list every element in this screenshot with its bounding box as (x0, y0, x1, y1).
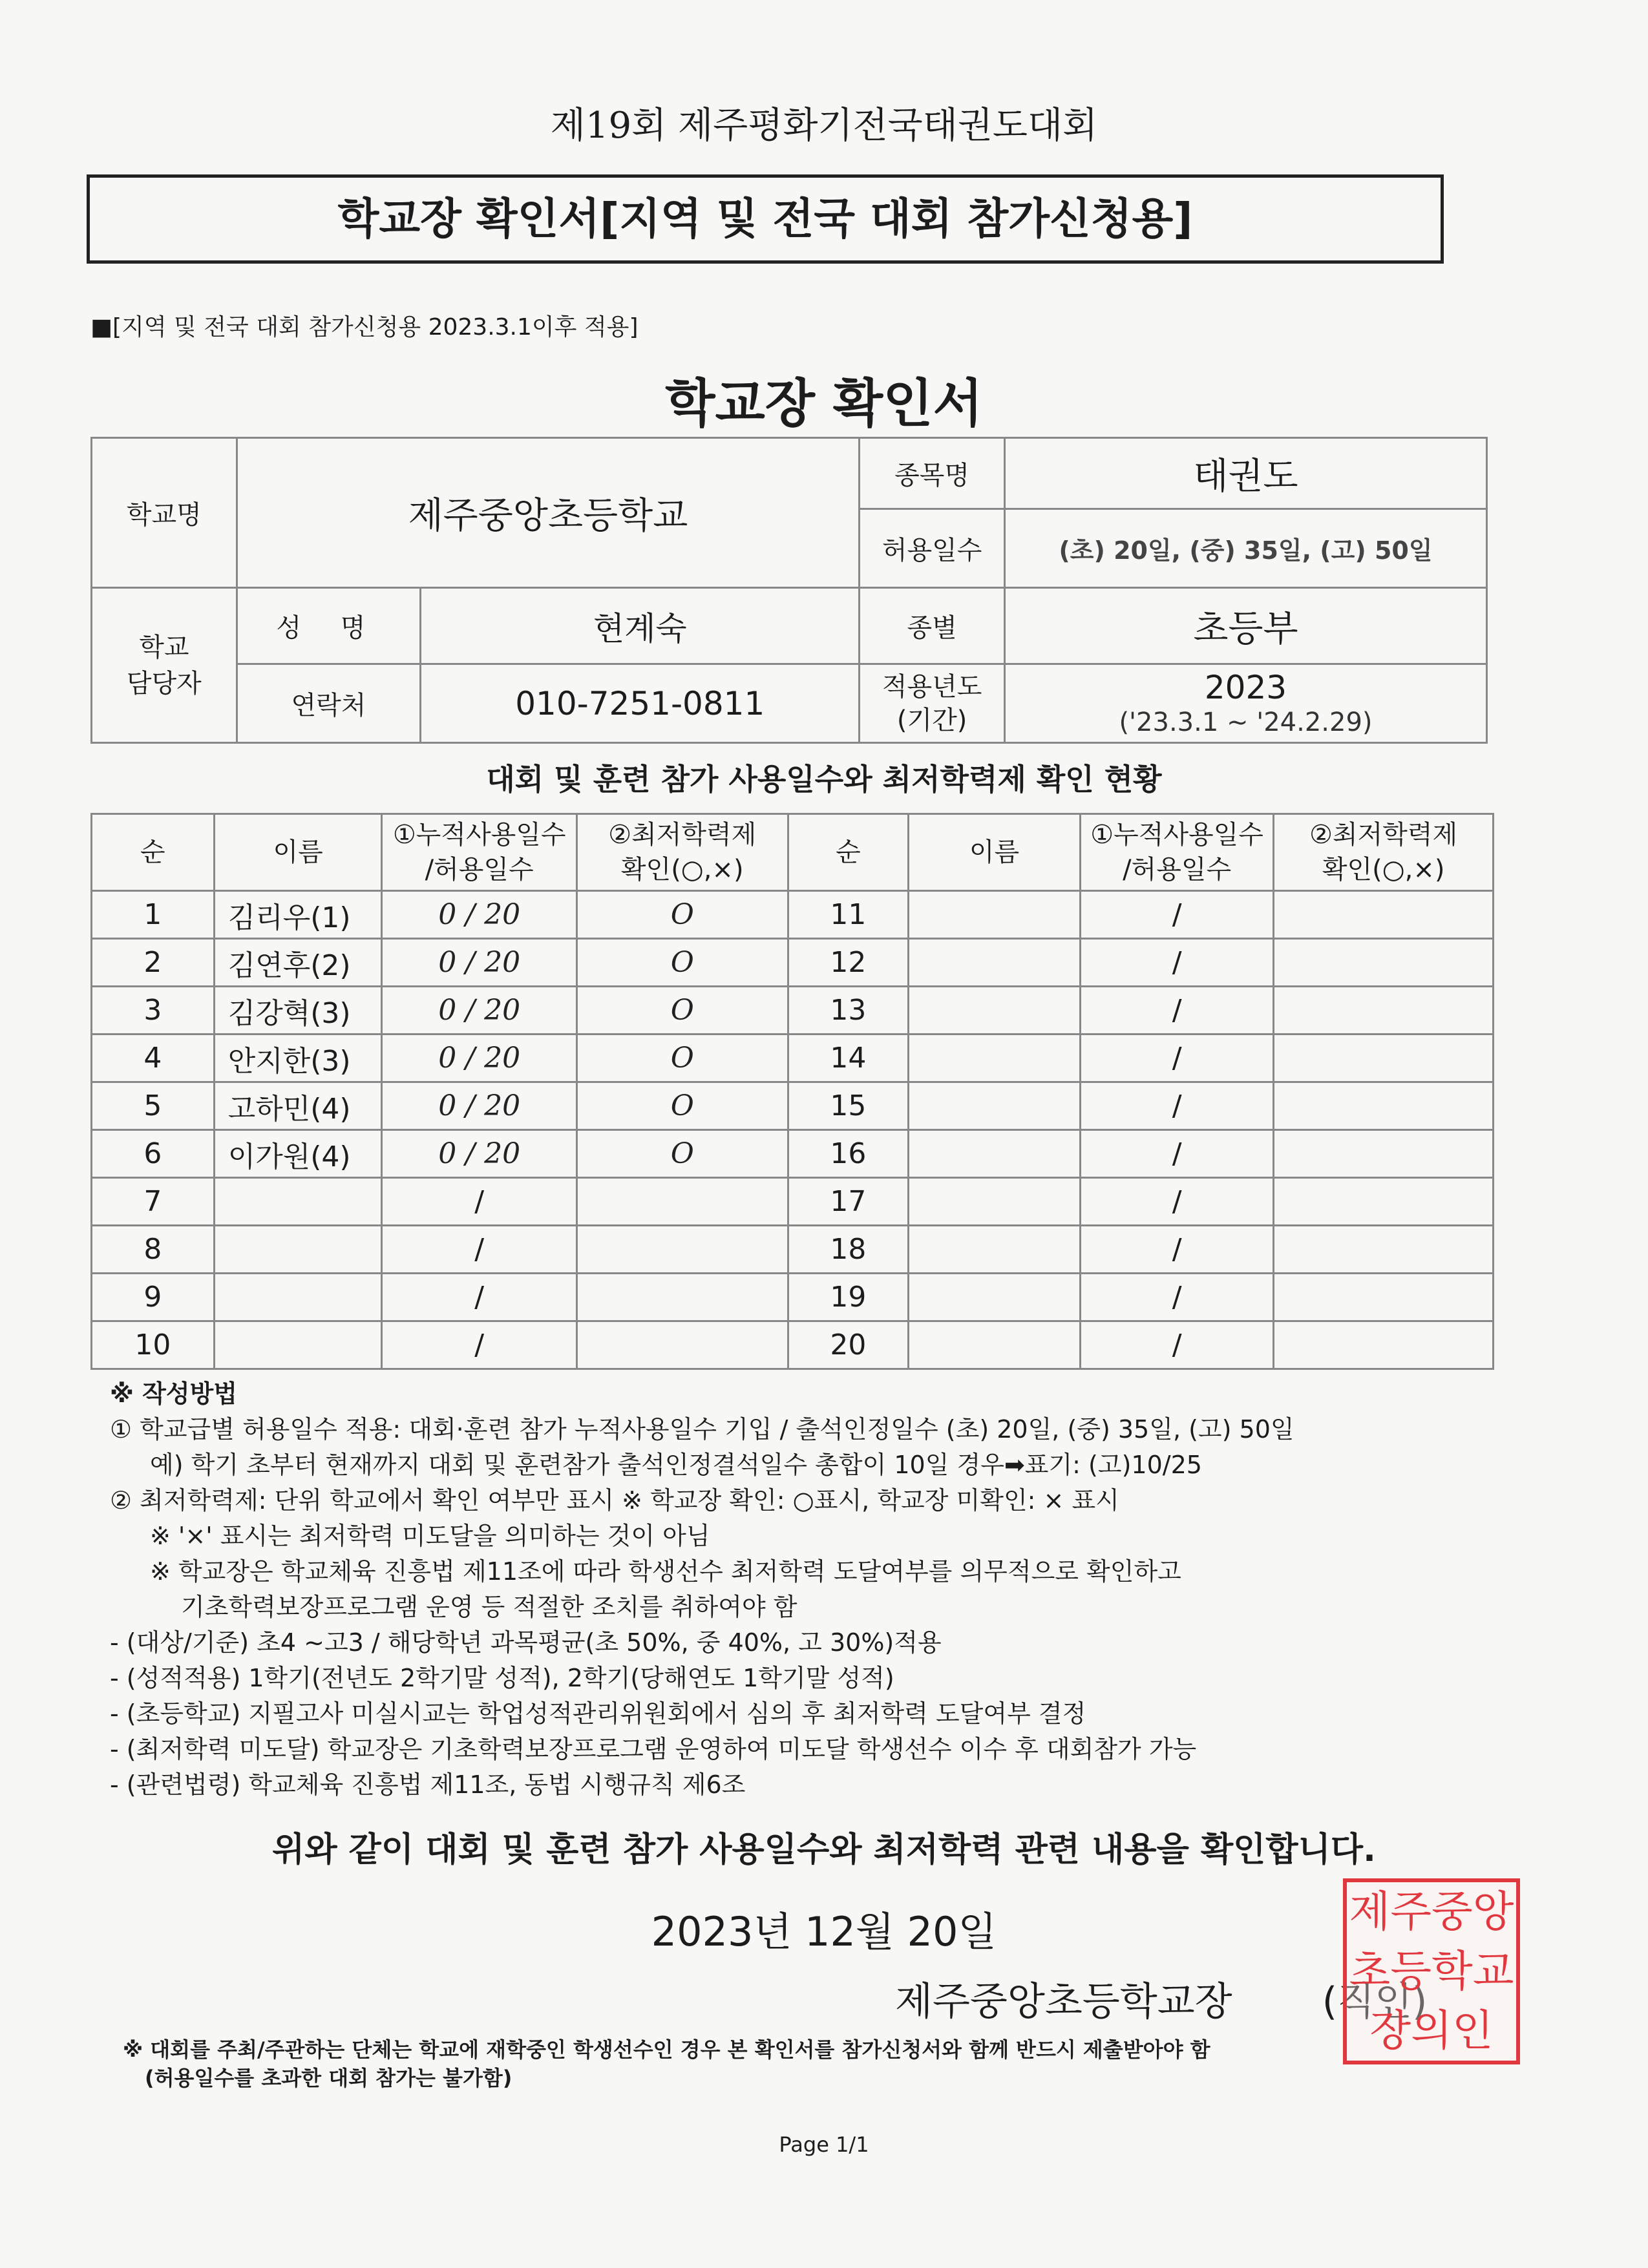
instruction-line: ※ 학교장은 학교체육 진흥법 제11조에 따라 학생선수 최저학력 도달여부를 의무적으로 확인하고 (150, 1557, 1181, 1586)
header-days: ①누적사용일수 /허용일수 (1080, 814, 1274, 891)
school-value: 제주중앙초등학교 (237, 438, 860, 588)
footer-note (123, 2035, 1210, 2092)
roster-table (90, 813, 1494, 1370)
row-name (214, 1226, 382, 1274)
instruction-line: 예) 학기 초부터 현재까지 대회 및 훈련참가 출석인정결석일수 총합이 10일 경우➡표기: (고)10/25 (150, 1451, 1202, 1479)
year-period: ('23.3.1 ~ '24.2.29) (1119, 707, 1373, 737)
name-value: 현계숙 (421, 588, 860, 664)
row-academic (1274, 939, 1494, 987)
row-days: / (1080, 939, 1274, 987)
table-row (92, 1034, 1494, 1082)
row-days: / (382, 1178, 577, 1226)
instruction-line: - (최저학력 미도달) 학교장은 기초학력보장프로그램 운영하여 미도달 학생선수 이수 후 대회참가 가능 (110, 1735, 1197, 1763)
category-value: 초등부 (1004, 588, 1486, 664)
row-days: 0 / 20 (382, 939, 577, 987)
seal-placeholder: (직인) (1322, 1979, 1428, 2024)
row-days: / (1080, 987, 1274, 1034)
row-academic: O (576, 1082, 788, 1130)
row-no: 16 (788, 1130, 909, 1178)
page-number: Page 1/1 (779, 2132, 869, 2157)
row-academic (576, 1321, 788, 1369)
table-row (92, 1321, 1494, 1369)
row-no: 20 (788, 1321, 909, 1369)
row-name (909, 1321, 1081, 1369)
instruction-line: ② 최저학력제: 단위 학교에서 확인 여부만 표시 ※ 학교장 확인: ○표시, 학교장 미확인: × 표시 (110, 1486, 1119, 1515)
row-academic: O (576, 987, 788, 1034)
row-no: 1 (92, 891, 215, 939)
footer-line: (허용일수를 초과한 대회 참가는 불가함) (145, 2066, 512, 2090)
row-name (909, 1130, 1081, 1178)
seal-line: 초등학교 (1349, 1946, 1514, 1996)
confirmation-text: 위와 같이 대회 및 훈련 참가 사용일수와 최저학력 관련 내용을 확인합니다. (272, 1831, 1376, 1869)
row-name (909, 891, 1081, 939)
row-no: 11 (788, 891, 909, 939)
header-name: 이름 (214, 814, 382, 891)
row-name: 김연후(2) (214, 939, 382, 987)
year-value: 2023 (1204, 668, 1287, 706)
category-label: 종별 (860, 588, 1005, 664)
row-days: 0 / 20 (382, 1034, 577, 1082)
table-row (92, 1274, 1494, 1321)
row-academic: O (576, 1034, 788, 1082)
row-no: 12 (788, 939, 909, 987)
row-name (214, 1274, 382, 1321)
row-days: / (1080, 1034, 1274, 1082)
row-days: / (382, 1274, 577, 1321)
row-no: 17 (788, 1178, 909, 1226)
year-label: 적용년도 (기간) (860, 664, 1005, 743)
row-days: 0 / 20 (382, 1130, 577, 1178)
row-no: 6 (92, 1130, 215, 1178)
row-name: 김리우(1) (214, 891, 382, 939)
row-no: 2 (92, 939, 215, 987)
row-academic: O (576, 1130, 788, 1178)
instruction-line: ※ '×' 표시는 최저학력 미도달을 의미하는 것이 아님 (150, 1522, 710, 1550)
status-title: 대회 및 훈련 참가 사용일수와 최저학력제 확인 현황 (486, 762, 1162, 797)
row-academic (1274, 1130, 1494, 1178)
row-academic (576, 1178, 788, 1226)
row-days: 0 / 20 (382, 987, 577, 1034)
row-name (909, 1082, 1081, 1130)
instruction-line: - (관련법령) 학교체육 진흥법 제11조, 동법 시행규칙 제6조 (110, 1770, 746, 1799)
instruction-line: - (대상/기준) 초4 ~고3 / 해당학년 과목평균(초 50%, 중 40%, 고 30%)적용 (110, 1628, 942, 1657)
info-table (90, 437, 1488, 744)
school-label: 학교명 (92, 438, 237, 588)
instructions (110, 1376, 1551, 1803)
main-title: 학교장 확인서 (665, 373, 983, 434)
sport-value: 태권도 (1004, 438, 1486, 509)
row-days: 0 / 20 (382, 1082, 577, 1130)
row-days: / (1080, 1178, 1274, 1226)
row-days: / (1080, 1130, 1274, 1178)
row-no: 14 (788, 1034, 909, 1082)
row-no: 15 (788, 1082, 909, 1130)
document-title: 학교장 확인서[지역 및 전국 대회 참가신청용] (337, 194, 1193, 244)
row-no: 13 (788, 987, 909, 1034)
row-days: / (1080, 1082, 1274, 1130)
seal-line: 제주중앙 (1349, 1887, 1514, 1937)
table-row (92, 1226, 1494, 1274)
row-academic (576, 1226, 788, 1274)
row-name (909, 1274, 1081, 1321)
document-title-box (87, 174, 1444, 264)
row-name (214, 1321, 382, 1369)
row-no: 8 (92, 1226, 215, 1274)
instruction-line: - (성적적용) 1학기(전년도 2학기말 성적), 2학기(당해연도 1학기말 성적) (110, 1664, 894, 1692)
row-name (909, 1226, 1081, 1274)
year-cell (1004, 664, 1486, 743)
table-row (92, 939, 1494, 987)
row-academic (1274, 987, 1494, 1034)
row-name (214, 1178, 382, 1226)
name-label: 성 명 (237, 588, 421, 664)
row-academic (576, 1274, 788, 1321)
row-academic (1274, 1274, 1494, 1321)
row-days: / (1080, 1274, 1274, 1321)
row-no: 5 (92, 1082, 215, 1130)
row-no: 9 (92, 1274, 215, 1321)
header-name: 이름 (909, 814, 1081, 891)
row-no: 4 (92, 1034, 215, 1082)
allowed-days-value: (초) 20일, (중) 35일, (고) 50일 (1004, 509, 1486, 588)
row-academic (1274, 1178, 1494, 1226)
row-name: 고하민(4) (214, 1082, 382, 1130)
row-days: / (382, 1321, 577, 1369)
row-academic (1274, 1034, 1494, 1082)
header-no: 순 (788, 814, 909, 891)
row-days: 0 / 20 (382, 891, 577, 939)
header-no: 순 (92, 814, 215, 891)
subheader: ■[지역 및 전국 대회 참가신청용 2023.3.1이후 적용] (90, 314, 639, 341)
row-days: / (1080, 1226, 1274, 1274)
row-no: 19 (788, 1274, 909, 1321)
row-name (909, 1034, 1081, 1082)
table-row (92, 987, 1494, 1034)
allowed-days-label: 허용일수 (860, 509, 1005, 588)
header-academic: ②최저학력제 확인(○,×) (1274, 814, 1494, 891)
row-no: 18 (788, 1226, 909, 1274)
instruction-line: 기초학력보장프로그램 운영 등 적절한 조치를 취하여야 함 (181, 1593, 798, 1621)
instruction-line: ① 학교급별 허용일수 적용: 대회·훈련 참가 누적사용일수 기입 / 출석인정일수 (초) 20일, (중) 35일, (고) 50일 (110, 1415, 1294, 1444)
table-row (92, 1178, 1494, 1226)
row-name (909, 987, 1081, 1034)
row-academic (1274, 1226, 1494, 1274)
row-academic (1274, 1321, 1494, 1369)
instruction-line: - (초등학교) 지필고사 미실시교는 학업성적관리위원회에서 심의 후 최저학력 도달여부 결정 (110, 1699, 1086, 1728)
row-days: / (1080, 891, 1274, 939)
manager-label: 학교 담당자 (92, 588, 237, 743)
row-no: 3 (92, 987, 215, 1034)
row-days: / (382, 1226, 577, 1274)
row-name (909, 1178, 1081, 1226)
official-seal (1343, 1878, 1520, 2064)
row-academic: O (576, 939, 788, 987)
row-academic (1274, 891, 1494, 939)
header-days: ①누적사용일수 /허용일수 (382, 814, 577, 891)
footer-line: ※ 대회를 주최/주관하는 단체는 학교에 재학중인 학생선수인 경우 본 확인서를 참가신청서와 함께 반드시 제출받아야 함 (123, 2037, 1210, 2062)
row-name: 안지한(3) (214, 1034, 382, 1082)
row-academic: O (576, 891, 788, 939)
principal-title: 제주중앙초등학교장 (895, 1979, 1232, 2024)
table-row (92, 1130, 1494, 1178)
header-academic: ②최저학력제 확인(○,×) (576, 814, 788, 891)
row-academic (1274, 1082, 1494, 1130)
row-days: / (1080, 1321, 1274, 1369)
table-row (92, 891, 1494, 939)
row-no: 10 (92, 1321, 215, 1369)
row-name (909, 939, 1081, 987)
contact-label: 연락처 (237, 664, 421, 743)
row-no: 7 (92, 1178, 215, 1226)
row-name: 이가원(4) (214, 1130, 382, 1178)
seal-line: 장의인 (1369, 2006, 1494, 2055)
event-title: 제19회 제주평화기전국태권도대회 (550, 105, 1098, 147)
contact-value: 010-7251-0811 (421, 664, 860, 743)
table-row (92, 1082, 1494, 1130)
issue-date: 2023년 12월 20일 (651, 1908, 997, 1955)
instructions-title: ※ 작성방법 (110, 1380, 238, 1408)
sport-label: 종목명 (860, 438, 1005, 509)
row-name: 김강혁(3) (214, 987, 382, 1034)
